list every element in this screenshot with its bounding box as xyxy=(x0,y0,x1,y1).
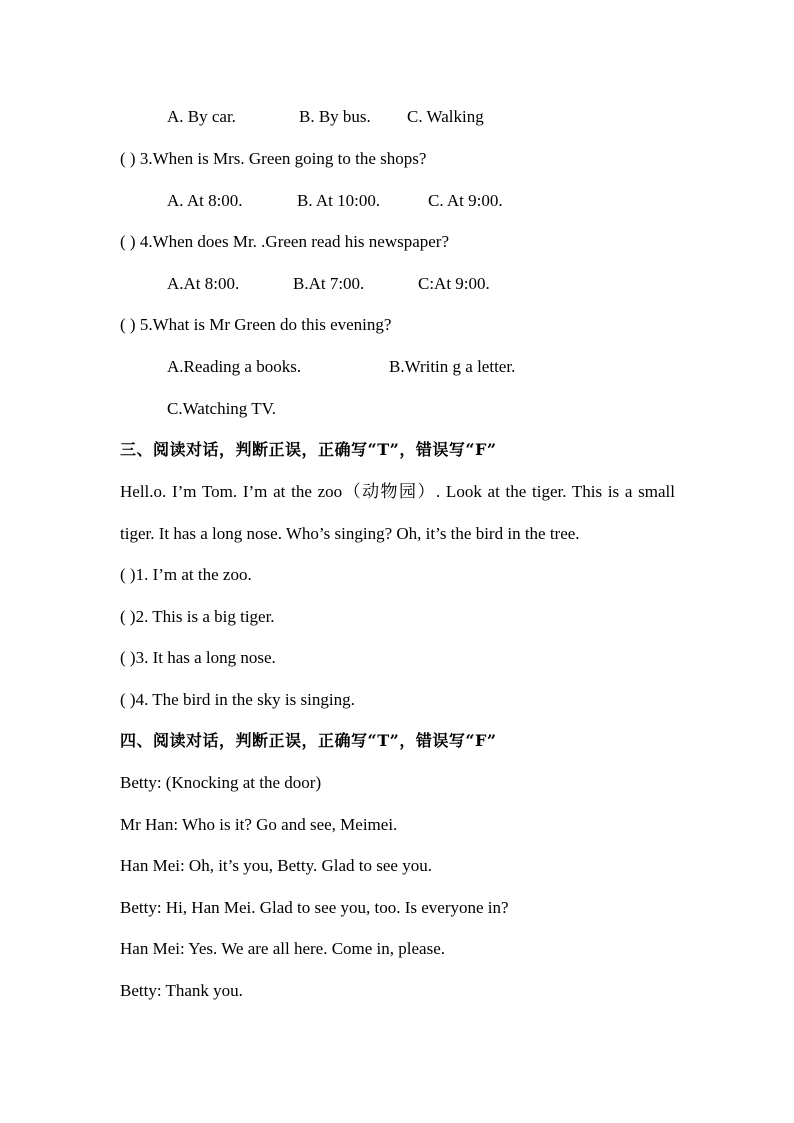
q3-option-a: A. At 8:00. xyxy=(167,191,243,210)
section4-heading: 四、阅读对话，判断正误，正确写“T”，错误写“F” xyxy=(120,731,497,750)
q3-option-b: B. At 10:00. xyxy=(297,191,381,210)
section3-passage: Hell.o. I’m Tom. I’m at the zoo（动物园）. Look at the tiger. This is a small tiger. It has a long nose. Who’s singing? Oh, it’s the bird in the tree. xyxy=(120,482,675,543)
section3-item-2: ( )2. This is a big tiger. xyxy=(120,607,275,626)
q4-option-a: A.At 8:00. xyxy=(167,274,240,293)
q4-option-b: B.At 7:00. xyxy=(293,274,365,293)
section3-item-3: ( )3. It has a long nose. xyxy=(120,648,276,667)
q2-option-a: A. By car. xyxy=(167,107,236,126)
q2-option-b: B. By bus. xyxy=(299,107,371,126)
q5-option-a: A.Reading a books. xyxy=(167,357,302,376)
section3-item-1: ( )1. I’m at the zoo. xyxy=(120,565,252,584)
dialogue-line-6: Betty: Thank you. xyxy=(120,981,243,1000)
q4-question: ( ) 4.When does Mr. .Green read his newspaper? xyxy=(120,232,450,251)
q5-option-b: B.Writin g a letter. xyxy=(389,357,516,376)
q4-option-c: C:At 9:00. xyxy=(418,274,490,293)
q5-option-c: C.Watching TV. xyxy=(167,399,276,418)
section3-item-4: ( )4. The bird in the sky is singing. xyxy=(120,690,355,709)
dialogue-line-5: Han Mei: Yes. We are all here. Come in, please. xyxy=(120,939,446,958)
q5-question: ( ) 5.What is Mr Green do this evening? xyxy=(120,315,392,334)
dialogue-line-1: Betty: (Knocking at the door) xyxy=(120,773,322,792)
q3-question: ( ) 3.When is Mrs. Green going to the shops? xyxy=(120,149,427,168)
dialogue-line-2: Mr Han: Who is it? Go and see, Meimei. xyxy=(120,815,398,834)
dialogue-line-3: Han Mei: Oh, it’s you, Betty. Glad to see you. xyxy=(120,856,432,875)
q3-option-c: C. At 9:00. xyxy=(428,191,503,210)
q2-option-c: C. Walking xyxy=(407,107,484,126)
dialogue-line-4: Betty: Hi, Han Mei. Glad to see you, too. Is everyone in? xyxy=(120,898,509,917)
section3-heading: 三、阅读对话，判断正误，正确写“T”，错误写“F” xyxy=(120,440,497,459)
